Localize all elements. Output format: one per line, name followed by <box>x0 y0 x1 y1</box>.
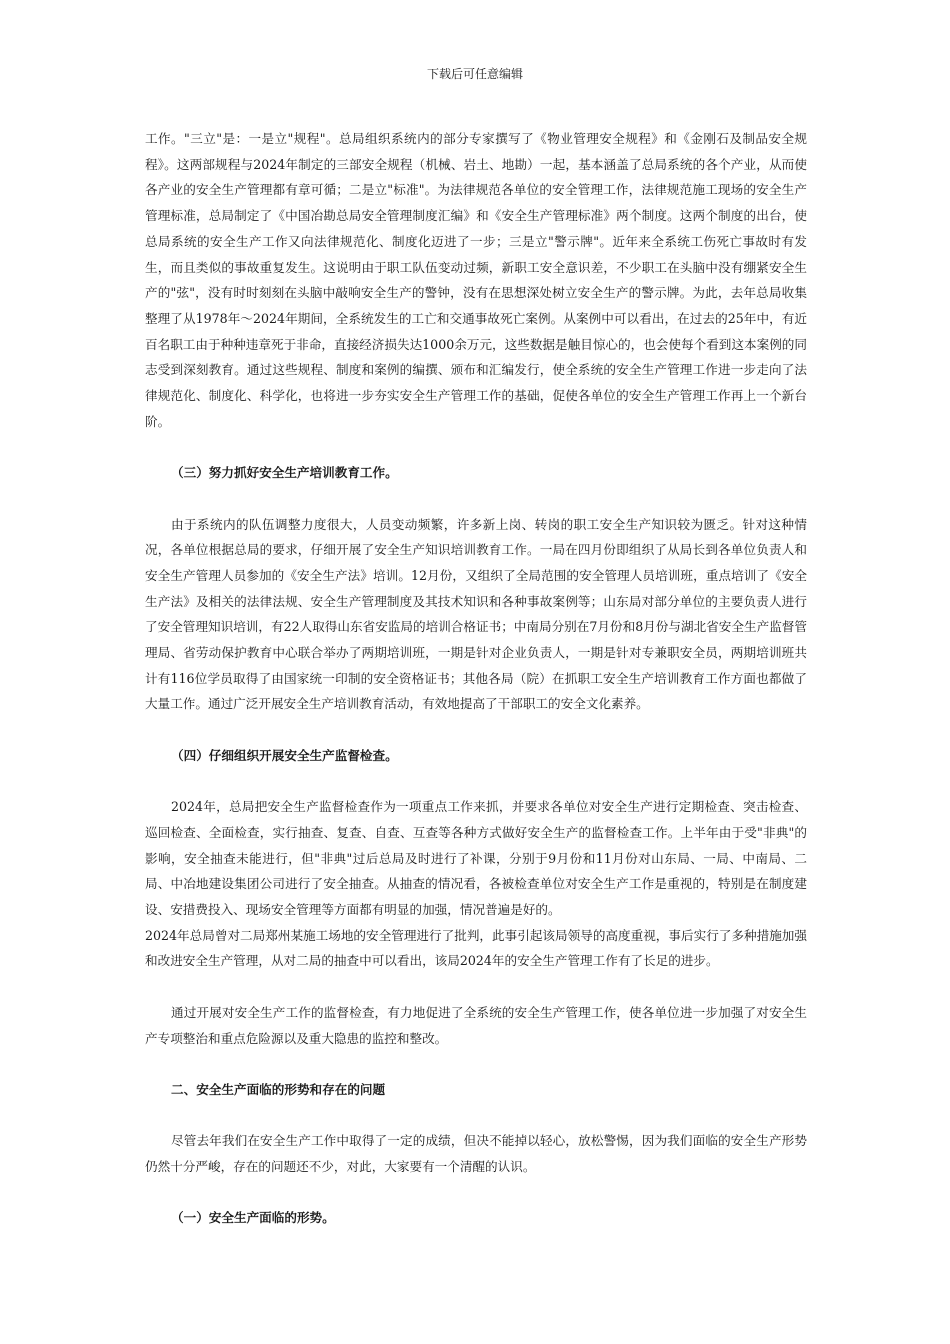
body-paragraph: 工作。"三立"是：一是立"规程"。总局组织系统内的部分专家撰写了《物业管理安全规程》和《金刚石及制品安全规程》。这两部规程与2024年制定的三部安全规程（机械、岩土、地勘）一起，基本涵盖了总局系统的各个产业，从而使各产业的安全生产管理都有章可循；二是立"标准"。为法律规范各单位的安全管理工作，法律规范施工现场的安全生产管理标准，总局制定了《中国冶勘总局安全管理制度汇编》和《安全生产管理标准》两个制度。这两个制度的出台，使总局系统的安全生产工作又向法律规范化、制度化迈进了一步；三是立"警示牌"。近年来全系统工伤死亡事故时有发生，而且类似的事故重复发生。这说明由于职工队伍变动过频，新职工安全意识差，不少职工在头脑中没有绷紧安全生产的"弦"，没有时时刻刻在头脑中敲响安全生产的警钟，没有在思想深处树立安全生产的警示牌。为此，去年总局收集整理了从1978年～2024年期间，全系统发生的工亡和交通事故死亡案例。从案例中可以看出，在过去的25年中，有近百名职工由于种种违章死于非命，直接经济损失达1000余万元，这些数据是触目惊心的，也会使每个看到这本案例的同志受到深刻教育。通过这些规程、制度和案例的编撰、颁布和汇编发行，使全系统的安全生产管理工作进一步走向了法律规范化、制度化、科学化，也将进一步夯实安全生产管理工作的基础，促使各单位的安全生产管理工作再上一个新台阶。 <box>145 131 807 429</box>
paragraph-gap <box>145 717 807 743</box>
body-paragraph: 尽管去年我们在安全生产工作中取得了一定的成绩，但决不能掉以轻心，放松警惕，因为我们面临的安全生产形势仍然十分严峻，存在的问题还不少，对此，大家要有一个清醒的认识。 <box>145 1133 807 1175</box>
body-paragraph: 通过开展对安全生产工作的监督检查，有力地促进了全系统的安全生产管理工作，使各单位进一步加强了对安全生产专项整治和重点危险源以及重大隐患的监控和整改。 <box>145 1004 807 1046</box>
section-heading: （四）仔细组织开展安全生产监督检查。 <box>171 747 398 763</box>
paragraph-gap <box>145 769 807 795</box>
section-heading: （三）努力抓好安全生产培训教育工作。 <box>171 465 398 481</box>
document-body <box>145 126 807 1231</box>
paragraph-gap <box>145 486 807 512</box>
body-paragraph: 2024年，总局把安全生产监督检查作为一项重点工作来抓，并要求各单位对安全生产进行定期检查、突击检查、巡回检查、全面检查，实行抽查、复查、自查、互查等各种方式做好安全生产的监督检查工作。上半年由于受"非典"的影响，安全抽查未能进行，但"非典"过后总局及时进行了补课，分别于9月份和11月份对山东局、一局、中南局、二局、中冶地建设集团公司进行了安全抽查。从抽查的情况看，各被检查单位对安全生产工作是重视的，特别是在制度建设、安措费投入、现场安全管理等方面都有明显的加强，情况普遍是好的。 <box>145 799 807 918</box>
paragraph-gap <box>145 1103 807 1129</box>
paragraph-gap <box>145 434 807 460</box>
body-paragraph: 2024年总局曾对二局郑州某施工场地的安全管理进行了批判，此事引起该局领导的高度重视，事后实行了多种措施加强和改进安全生产管理，从对二局的抽查中可以看出，该局2024年的安全生产管理工作有了长足的进步。 <box>145 927 807 969</box>
section-heading: （一）安全生产面临的形势。 <box>171 1210 335 1226</box>
section-heading: 二、安全生产面临的形势和存在的问题 <box>171 1081 386 1097</box>
body-paragraph: 由于系统内的队伍调整力度很大，人员变动频繁，许多新上岗、转岗的职工安全生产知识较为匮乏。针对这种情况，各单位根据总局的要求，仔细开展了安全生产知识培训教育工作。一局在四月份即组织了从局长到各单位负责人和安全生产管理人员参加的《安全生产法》培训。12月份，又组织了全局范围的安全管理人员培训班，重点培训了《安全生产法》及相关的法律法规、安全生产管理制度及其技术知识和各种事故案例等；山东局对部分单位的主要负责人进行了安全管理知识培训，有22人取得山东省安监局的培训合格证书；中南局分别在7月份和8月份与湖北省安全生产监督管理局、省劳动保护教育中心联合举办了两期培训班，一期是针对企业负责人，一期是针对专兼职安全员，两期培训班共计有116位学员取得了由国家统一印制的安全资格证书；其他各局（院）在抓职工安全生产培训教育工作方面也都做了大量工作。通过广泛开展安全生产培训教育活动，有效地提高了干部职工的安全文化素养。 <box>145 516 807 712</box>
paragraph-gap <box>145 1051 807 1077</box>
page-header: 下载后可任意编辑 <box>426 67 523 81</box>
paragraph-gap <box>145 974 807 1000</box>
paragraph-gap <box>145 1180 807 1206</box>
